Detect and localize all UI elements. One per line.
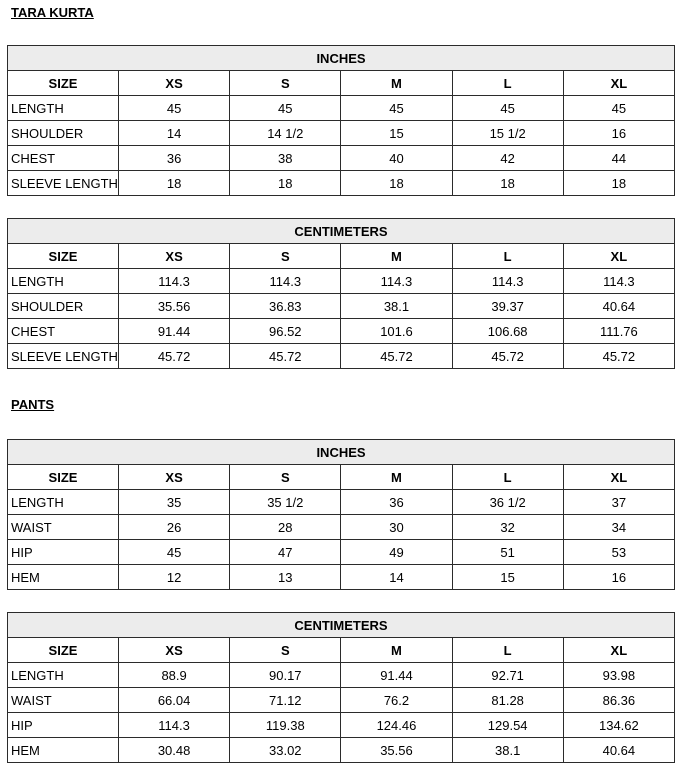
measurement-label: HEM: [8, 565, 119, 590]
column-header: S: [230, 71, 341, 96]
unit-label: INCHES: [8, 440, 675, 465]
measurement-value: 42: [452, 146, 563, 171]
measurement-value: 36 1/2: [452, 490, 563, 515]
measurement-value: 13: [230, 565, 341, 590]
measurement-value: 28: [230, 515, 341, 540]
table-row: [8, 344, 675, 369]
measurement-value: 18: [230, 171, 341, 196]
table-row: [8, 121, 675, 146]
measurement-value: 30: [341, 515, 452, 540]
measurement-value: 45.72: [452, 344, 563, 369]
column-header: XL: [563, 71, 674, 96]
measurement-value: 119.38: [230, 713, 341, 738]
measurement-value: 45.72: [230, 344, 341, 369]
measurement-value: 45: [563, 96, 674, 121]
measurement-value: 34: [563, 515, 674, 540]
unit-label: INCHES: [8, 46, 675, 71]
measurement-value: 35.56: [341, 738, 452, 763]
column-header: S: [230, 638, 341, 663]
measurement-value: 53: [563, 540, 674, 565]
measurement-label: HEM: [8, 738, 119, 763]
measurement-value: 36.83: [230, 294, 341, 319]
unit-label: CENTIMETERS: [8, 613, 675, 638]
table-row: [8, 515, 675, 540]
column-header: SIZE: [8, 244, 119, 269]
measurement-value: 38: [230, 146, 341, 171]
table-row: [8, 319, 675, 344]
measurement-value: 15: [341, 121, 452, 146]
table-row: [8, 565, 675, 590]
measurement-value: 45.72: [341, 344, 452, 369]
column-header: SIZE: [8, 71, 119, 96]
table-row: [8, 663, 675, 688]
table-row: [8, 171, 675, 196]
measurement-value: 49: [341, 540, 452, 565]
header-row: [8, 244, 675, 269]
column-header: XL: [563, 244, 674, 269]
measurement-value: 45: [452, 96, 563, 121]
measurement-value: 18: [119, 171, 230, 196]
header-row: [8, 71, 675, 96]
unit-row: [8, 46, 675, 71]
measurement-value: 18: [452, 171, 563, 196]
table-row: [8, 96, 675, 121]
measurement-value: 91.44: [119, 319, 230, 344]
measurement-value: 12: [119, 565, 230, 590]
unit-label: CENTIMETERS: [8, 219, 675, 244]
measurement-value: 124.46: [341, 713, 452, 738]
measurement-label: SHOULDER: [8, 294, 119, 319]
size-table: [7, 439, 675, 590]
measurement-label: SHOULDER: [8, 121, 119, 146]
measurement-value: 96.52: [230, 319, 341, 344]
measurement-value: 45: [341, 96, 452, 121]
size-table: [7, 218, 675, 369]
measurement-value: 93.98: [563, 663, 674, 688]
column-header: L: [452, 465, 563, 490]
column-header: XS: [119, 71, 230, 96]
column-header: XS: [119, 465, 230, 490]
measurement-label: HIP: [8, 713, 119, 738]
measurement-value: 15: [452, 565, 563, 590]
measurement-value: 18: [341, 171, 452, 196]
column-header: XL: [563, 465, 674, 490]
measurement-value: 106.68: [452, 319, 563, 344]
unit-row: [8, 219, 675, 244]
measurement-value: 111.76: [563, 319, 674, 344]
measurement-value: 45: [119, 96, 230, 121]
column-header: XS: [119, 638, 230, 663]
measurement-value: 16: [563, 565, 674, 590]
unit-row: [8, 613, 675, 638]
measurement-value: 114.3: [119, 269, 230, 294]
column-header: M: [341, 244, 452, 269]
measurement-value: 92.71: [452, 663, 563, 688]
measurement-value: 91.44: [341, 663, 452, 688]
section-title: TARA KURTA: [11, 5, 94, 20]
measurement-value: 134.62: [563, 713, 674, 738]
measurement-value: 14: [119, 121, 230, 146]
column-header: SIZE: [8, 465, 119, 490]
measurement-value: 38.1: [452, 738, 563, 763]
measurement-value: 18: [563, 171, 674, 196]
measurement-value: 71.12: [230, 688, 341, 713]
measurement-value: 45: [230, 96, 341, 121]
column-header: S: [230, 244, 341, 269]
unit-row: [8, 440, 675, 465]
measurement-value: 114.3: [452, 269, 563, 294]
table-row: [8, 688, 675, 713]
measurement-value: 81.28: [452, 688, 563, 713]
measurement-label: HIP: [8, 540, 119, 565]
table-row: [8, 490, 675, 515]
measurement-value: 114.3: [341, 269, 452, 294]
measurement-value: 114.3: [563, 269, 674, 294]
measurement-value: 45: [119, 540, 230, 565]
measurement-value: 45.72: [563, 344, 674, 369]
measurement-value: 37: [563, 490, 674, 515]
measurement-value: 114.3: [230, 269, 341, 294]
measurement-value: 14 1/2: [230, 121, 341, 146]
column-header: L: [452, 244, 563, 269]
column-header: M: [341, 638, 452, 663]
measurement-value: 40: [341, 146, 452, 171]
table-row: [8, 146, 675, 171]
measurement-label: LENGTH: [8, 269, 119, 294]
measurement-value: 36: [119, 146, 230, 171]
measurement-label: LENGTH: [8, 663, 119, 688]
measurement-value: 86.36: [563, 688, 674, 713]
measurement-value: 76.2: [341, 688, 452, 713]
measurement-value: 39.37: [452, 294, 563, 319]
measurement-label: WAIST: [8, 688, 119, 713]
measurement-value: 14: [341, 565, 452, 590]
header-row: [8, 465, 675, 490]
column-header: SIZE: [8, 638, 119, 663]
size-table: [7, 45, 675, 196]
measurement-value: 40.64: [563, 294, 674, 319]
measurement-value: 32: [452, 515, 563, 540]
measurement-value: 129.54: [452, 713, 563, 738]
column-header: L: [452, 71, 563, 96]
section-title: PANTS: [11, 397, 55, 412]
header-row: [8, 638, 675, 663]
table-row: [8, 738, 675, 763]
measurement-value: 35: [119, 490, 230, 515]
measurement-label: CHEST: [8, 319, 119, 344]
measurement-label: SLEEVE LENGTH: [8, 344, 119, 369]
measurement-value: 35.56: [119, 294, 230, 319]
measurement-value: 38.1: [341, 294, 452, 319]
table-row: [8, 294, 675, 319]
measurement-value: 88.9: [119, 663, 230, 688]
column-header: S: [230, 465, 341, 490]
column-header: XL: [563, 638, 674, 663]
measurement-label: LENGTH: [8, 490, 119, 515]
measurement-value: 45.72: [119, 344, 230, 369]
measurement-value: 33.02: [230, 738, 341, 763]
column-header: L: [452, 638, 563, 663]
measurement-value: 16: [563, 121, 674, 146]
measurement-label: CHEST: [8, 146, 119, 171]
measurement-value: 35 1/2: [230, 490, 341, 515]
column-header: XS: [119, 244, 230, 269]
measurement-value: 15 1/2: [452, 121, 563, 146]
measurement-label: WAIST: [8, 515, 119, 540]
table-row: [8, 713, 675, 738]
measurement-value: 36: [341, 490, 452, 515]
measurement-value: 30.48: [119, 738, 230, 763]
measurement-value: 114.3: [119, 713, 230, 738]
measurement-value: 40.64: [563, 738, 674, 763]
measurement-label: SLEEVE LENGTH: [8, 171, 119, 196]
column-header: M: [341, 71, 452, 96]
measurement-value: 51: [452, 540, 563, 565]
measurement-value: 47: [230, 540, 341, 565]
table-row: [8, 540, 675, 565]
column-header: M: [341, 465, 452, 490]
measurement-value: 26: [119, 515, 230, 540]
size-table: [7, 612, 675, 763]
measurement-value: 90.17: [230, 663, 341, 688]
measurement-value: 101.6: [341, 319, 452, 344]
measurement-label: LENGTH: [8, 96, 119, 121]
table-row: [8, 269, 675, 294]
measurement-value: 66.04: [119, 688, 230, 713]
measurement-value: 44: [563, 146, 674, 171]
